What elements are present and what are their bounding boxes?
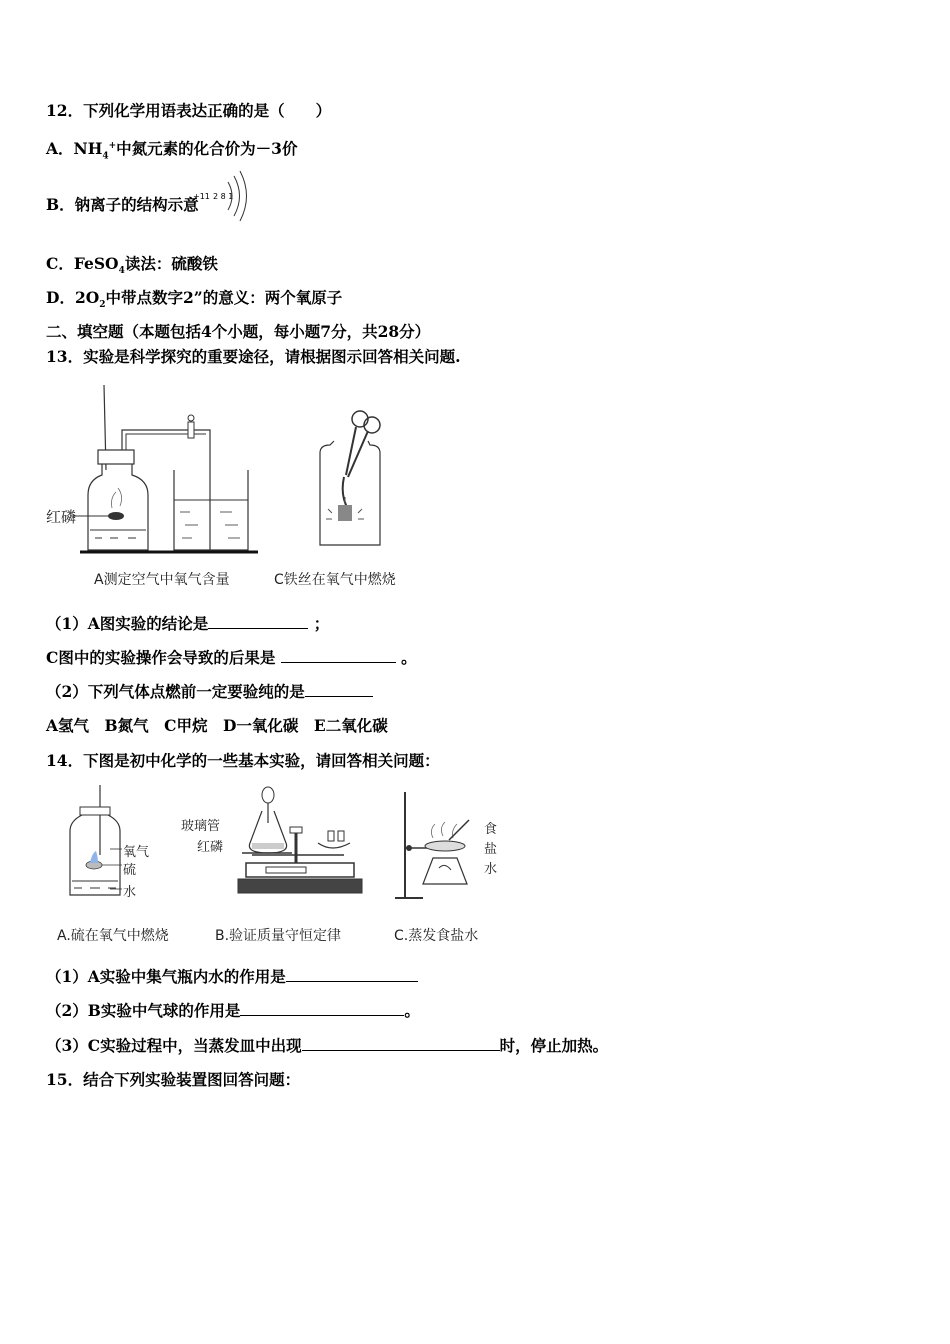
q14-answer-blank-1[interactable] [286,967,418,982]
shell-electrons: 2 8 1 [213,192,234,201]
q13-part2-text: （2）下列气体点燃前一定要验纯的是 [46,682,305,701]
q14-part1-text: （1）A实验中集气瓶内水的作用是 [46,967,286,986]
q13-part1-end: ； [313,614,330,633]
q12-a-superscript: + [108,141,117,151]
q12-a-prefix: A．NH [46,139,103,159]
q12-d-subscript: 2 [99,300,106,311]
q12-stem: 12．下列化学用语表达正确的是（ ） [46,101,332,120]
q14-label-salt-water-2: 盐 [484,842,498,857]
q12-a-suffix: 中氮元素的化合价为－3价 [116,139,298,159]
q12-option-a [46,136,297,166]
q12-c-subscript: 4 [118,266,125,277]
q14-figure-c-evaporation [393,788,483,904]
q13-part1b [46,648,417,668]
q13-caption-a: A测定空气中氧气含量 [94,572,230,588]
q14-answer-blank-3[interactable] [302,1036,500,1051]
q13-part1 [46,614,329,634]
q14-caption-b: B.验证质量守恒定律 [215,928,342,944]
sodium-ion-structure-diagram [190,168,252,224]
q13-options: A氢气 B氮气 C甲烷 D一氧化碳 E二氧化碳 [46,716,388,735]
q12-d-suffix: 中带点数字2”的意义：两个氧原子 [105,288,343,307]
q14-figure-a-sulfur-burning [60,785,130,905]
q12-option-b: B．钠离子的结构示意 [46,195,199,214]
q13-answer-blank-1[interactable] [208,614,308,629]
q13-figure-c-iron-wire-burning [310,405,400,555]
q14-label-oxygen: 氧气 [123,845,150,860]
q15-stem: 15．结合下列实验装置图回答问题： [46,1070,301,1089]
q13-caption-c: C铁丝在氧气中燃烧 [274,572,396,588]
section-2-heading: 二、填空题（本题包括4个小题，每小题7分，共28分） [46,322,431,341]
q13-part1b-end: 。 [401,648,417,667]
q14-label-water: 水 [123,885,137,900]
q13-figure-a-oxygen-measurement [40,380,280,560]
q14-part2-text: （2）B实验中气球的作用是 [46,1001,241,1020]
q14-part1 [46,967,418,987]
q14-part3-end: 时，停止加热。 [499,1036,609,1055]
q12-option-d [46,288,342,315]
nucleus-charge: +11 [193,192,210,201]
q14-part2-end: 。 [404,1001,420,1020]
q13-label-red-phosphorus: 红磷 [46,508,77,526]
q12-a-subscript: 4 [102,151,109,162]
q14-caption-c: C.蒸发食盐水 [394,928,479,944]
q14-label-salt-water-1: 食 [484,822,498,837]
q14-part2 [46,1001,420,1021]
q13-part2 [46,682,373,702]
q14-figure-b-mass-conservation [232,783,367,903]
q13-answer-blank-2[interactable] [281,648,396,663]
q13-answer-blank-3[interactable] [305,682,373,697]
q13-part1-text: （1）A图实验的结论是 [46,614,209,633]
q12-c-suffix: 读法：硫酸铁 [124,254,218,273]
q14-label-sulfur: 硫 [123,863,137,878]
q14-label-salt-water-3: 水 [484,862,498,877]
q14-label-glass-tube: 玻璃管 [181,819,221,834]
q13-part1b-text: C图中的实验操作会导致的后果是 [46,648,276,667]
q12-d-prefix: D．2O [46,288,100,307]
q14-label-red-phosphorus: 红磷 [197,840,224,855]
q14-part3-text: （3）C实验过程中，当蒸发皿中出现 [46,1036,302,1055]
q13-stem: 13．实验是科学探究的重要途径，请根据图示回答相关问题. [46,347,461,366]
q12-c-prefix: C．FeSO [46,254,119,273]
q14-caption-a: A.硫在氧气中燃烧 [57,928,169,944]
q12-option-c [46,254,218,281]
q14-stem: 14．下图是初中化学的一些基本实验，请回答相关问题： [46,751,440,770]
q14-part3 [46,1036,608,1056]
q14-answer-blank-2[interactable] [240,1001,404,1016]
